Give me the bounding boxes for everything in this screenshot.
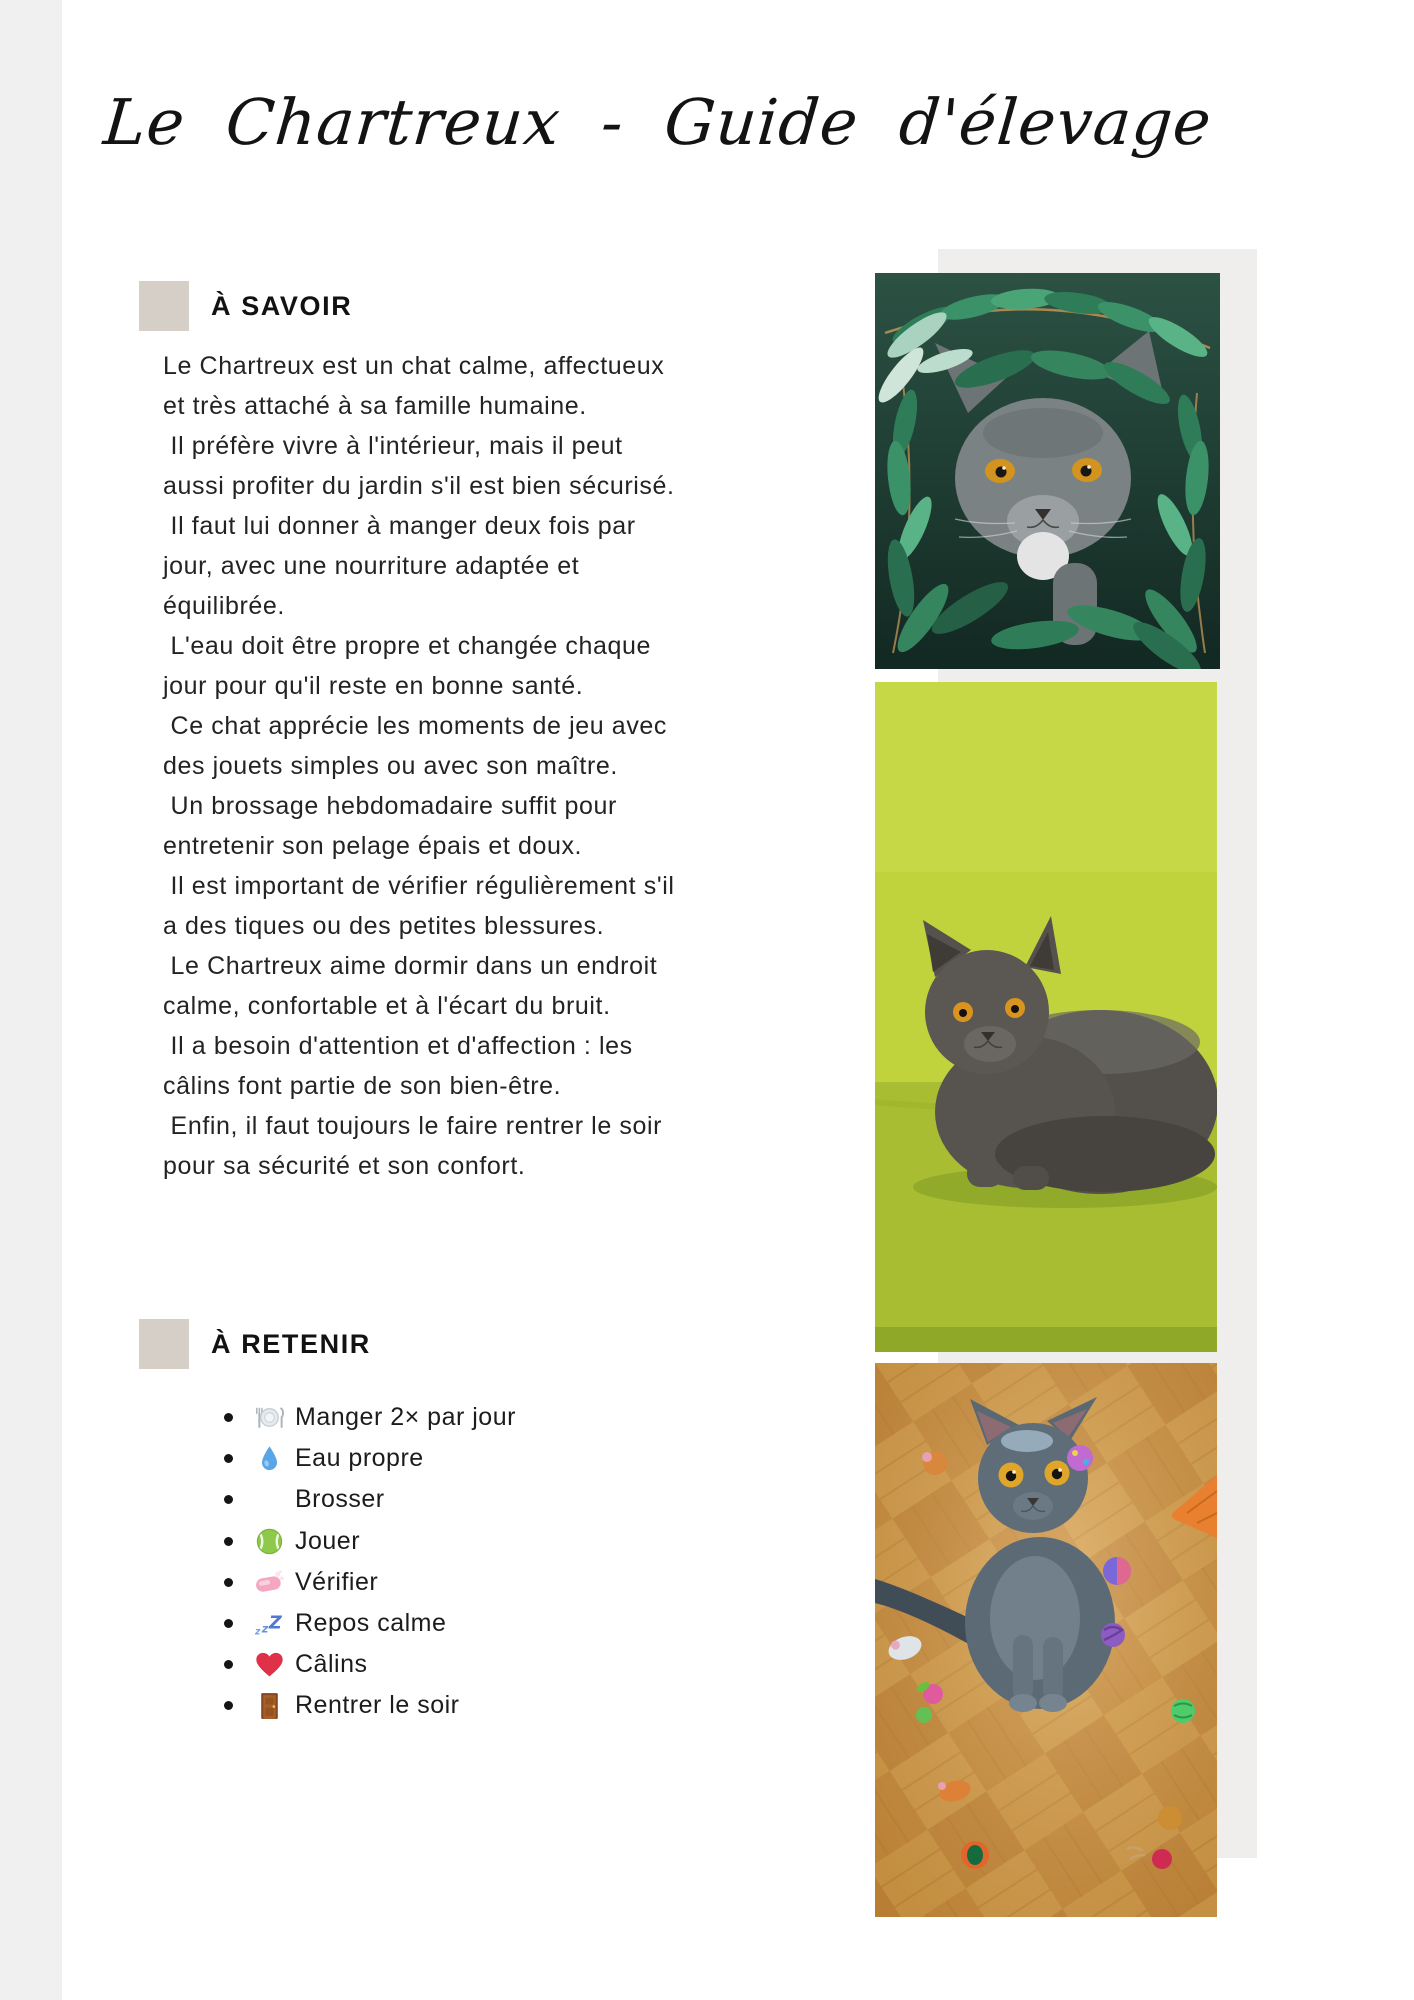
droplet-icon	[252, 1443, 286, 1474]
list-item	[224, 1644, 516, 1685]
list-item	[224, 1479, 516, 1520]
chartreux-crouching-green-background-photo	[875, 682, 1217, 1352]
bullet-dot	[224, 1619, 233, 1628]
retenir-list	[224, 1397, 516, 1727]
list-item-label: Jouer	[295, 1526, 361, 1555]
list-item-label: Repos calme	[295, 1609, 447, 1638]
list-item-label: Vérifier	[295, 1567, 379, 1596]
fork-knife-plate-icon	[252, 1402, 286, 1433]
list-item-label: Câlins	[295, 1650, 368, 1679]
savoir-paragraph: Le Chartreux est un chat calme, affectueux et très attaché à sa famille humaine. Il préfère vivre à l'intérieur, mais il peut aussi profiter du jardin s'il est bien sécurisé. Il faut lui donner à manger deux fois par jour, avec une nourriture adaptée et équilibrée. L'eau doit être propre et changée chaque jour pour qu'il reste en bonne santé. Ce chat apprécie les moments de jeu avec des jouets simples ou avec son maître. Un brossage hebdomadaire suffit pour entretenir son pelage épais et doux. Il est important de vérifier régulièrement s'il a des tiques ou des petites blessures. Le Chartreux aime dormir dans un endroit calme, confortable et à l'écart du bruit. Il a besoin d'attention et d'affection : les câlins font partie de son bien-être. Enfin, il faut toujours le faire rentrer le soir pour sa sécurité et son confort.	[163, 352, 675, 1180]
bullet-dot	[224, 1537, 233, 1546]
soap-icon	[252, 1567, 286, 1598]
bullet-dot	[224, 1495, 233, 1504]
blank-icon	[252, 1484, 286, 1515]
bullet-dot	[224, 1701, 233, 1710]
tennis-ball-icon	[252, 1526, 286, 1557]
bullet-dot	[224, 1413, 233, 1422]
page-title: Le Chartreux - Guide d'élevage	[100, 86, 1215, 159]
chartreux-hiding-in-foliage-photo	[875, 273, 1220, 669]
list-item-label: Rentrer le soir	[295, 1691, 460, 1720]
list-item-label: Brosser	[295, 1485, 385, 1514]
door-icon	[252, 1690, 286, 1721]
savoir-heading: À SAVOIR	[211, 291, 353, 321]
bullet-dot	[224, 1660, 233, 1669]
list-item	[224, 1685, 516, 1726]
list-item	[224, 1521, 516, 1562]
list-item-label: Manger 2× par jour	[295, 1403, 516, 1432]
list-item	[224, 1438, 516, 1479]
list-item	[224, 1562, 516, 1603]
chartreux-sitting-parquet-toys-photo	[875, 1363, 1217, 1917]
page-left-margin-strip	[0, 0, 62, 2000]
heart-icon	[252, 1649, 286, 1680]
bullet-dot	[224, 1454, 233, 1463]
savoir-accent-square	[139, 281, 189, 331]
list-item-label: Eau propre	[295, 1444, 424, 1473]
list-item	[224, 1603, 516, 1644]
bullet-dot	[224, 1578, 233, 1587]
retenir-heading: À RETENIR	[211, 1329, 371, 1359]
zzz-icon	[252, 1608, 286, 1639]
list-item	[224, 1397, 516, 1438]
retenir-accent-square	[139, 1319, 189, 1369]
